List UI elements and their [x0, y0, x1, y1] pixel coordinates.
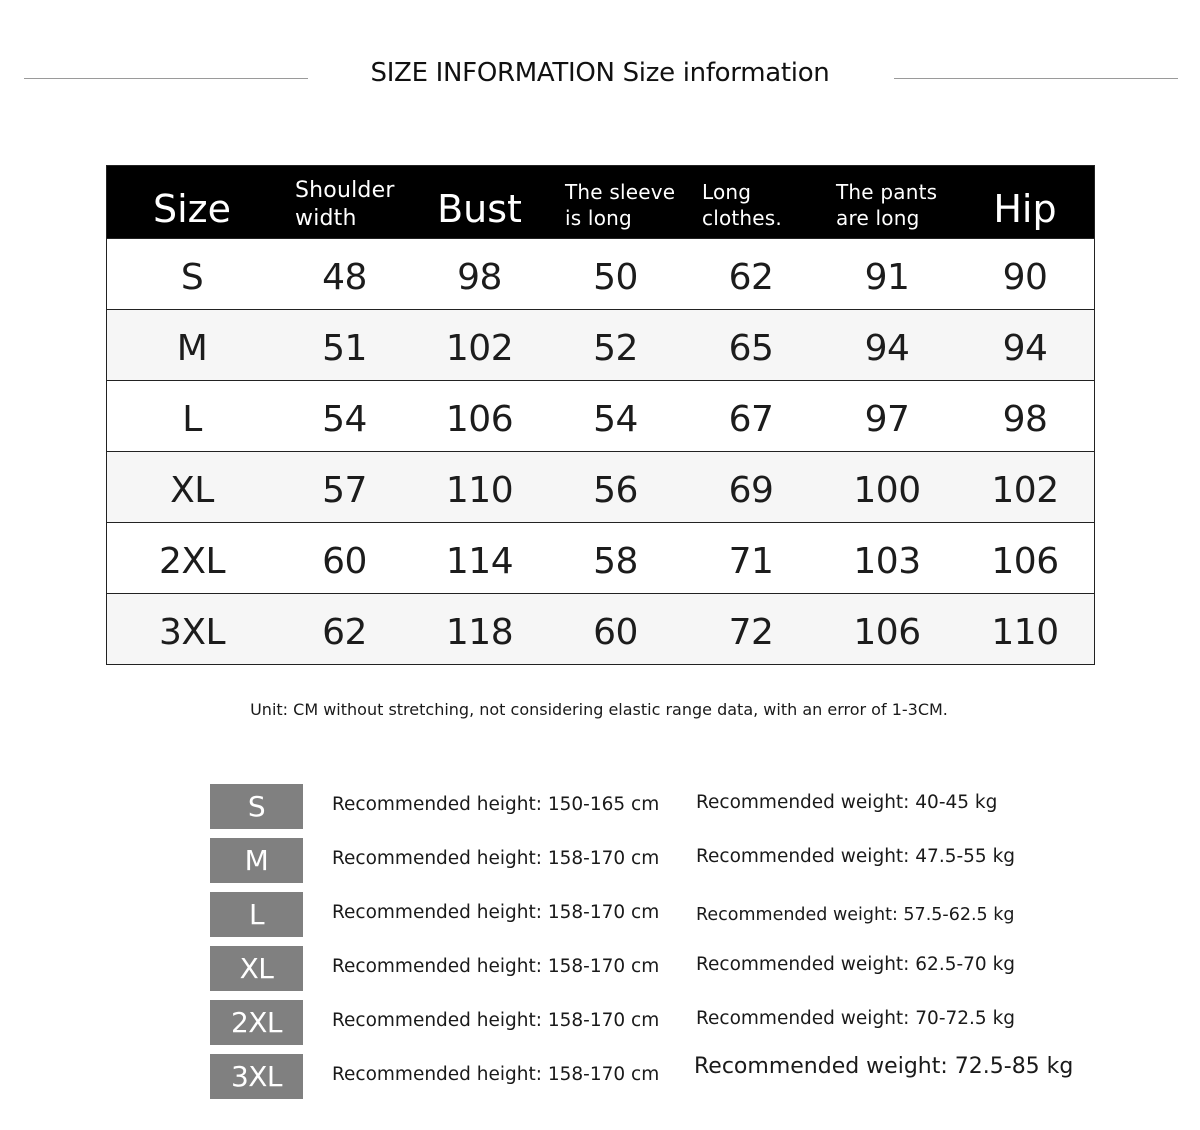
header-size — [107, 166, 277, 238]
cell-size: M — [176, 327, 208, 369]
table-row — [107, 380, 1094, 451]
cell-pants-length: 97 — [864, 398, 910, 440]
cell-sleeve-length: 52 — [593, 327, 638, 369]
cell-sleeve-length: 58 — [593, 540, 638, 582]
recommendation-row — [210, 946, 1110, 1000]
header-pants-length-line2: are long — [836, 206, 920, 230]
cell-pants-length: 100 — [853, 469, 921, 511]
title-divider-right — [894, 78, 1178, 79]
cell-clothes-length: 71 — [728, 540, 774, 582]
cell-sleeve-length: 50 — [593, 256, 638, 298]
recommendation-row — [210, 784, 1110, 838]
page-title: SIZE INFORMATION Size information — [370, 58, 830, 88]
recommendation-row — [210, 1000, 1110, 1054]
table-body — [107, 238, 1094, 664]
header-clothes-length — [684, 166, 818, 238]
recommended-height: Recommended height: 158-170 cm — [332, 956, 660, 977]
header-sleeve-length-line1: The sleeve — [565, 180, 676, 204]
cell-shoulder-width: 51 — [322, 327, 367, 369]
size-badge: XL — [210, 946, 303, 991]
cell-sleeve-length: 60 — [593, 611, 638, 653]
cell-hip: 94 — [1002, 327, 1048, 369]
recommendation-row — [210, 1054, 1110, 1108]
cell-hip: 98 — [1002, 398, 1048, 440]
size-badge: L — [210, 892, 303, 937]
cell-bust: 110 — [445, 469, 514, 511]
recommended-height: Recommended height: 158-170 cm — [332, 1010, 660, 1031]
table-row — [107, 238, 1094, 309]
table-row — [107, 522, 1094, 593]
recommended-weight: Recommended weight: 72.5-85 kg — [694, 1054, 1074, 1079]
cell-bust: 102 — [445, 327, 514, 369]
recommended-height: Recommended height: 158-170 cm — [332, 902, 660, 923]
cell-shoulder-width: 48 — [322, 256, 367, 298]
recommendation-list — [210, 784, 1110, 1108]
cell-clothes-length: 72 — [728, 611, 774, 653]
recommended-weight: Recommended weight: 57.5-62.5 kg — [696, 905, 1015, 925]
table-header-row — [107, 166, 1094, 238]
header-hip-label: Hip — [993, 187, 1057, 231]
header-clothes-length-line1: Long — [702, 180, 752, 204]
size-badge: 3XL — [210, 1054, 303, 1099]
table-row — [107, 309, 1094, 380]
cell-shoulder-width: 60 — [322, 540, 367, 582]
size-badge: 2XL — [210, 1000, 303, 1045]
cell-hip: 102 — [991, 469, 1059, 511]
cell-pants-length: 94 — [864, 327, 910, 369]
cell-size: 3XL — [158, 611, 226, 653]
cell-pants-length: 106 — [853, 611, 921, 653]
cell-shoulder-width: 57 — [322, 469, 367, 511]
cell-clothes-length: 65 — [728, 327, 774, 369]
size-badge: S — [210, 784, 303, 829]
header-pants-length-line1: The pants — [836, 180, 938, 204]
recommendation-row — [210, 838, 1110, 892]
header-bust — [412, 166, 547, 238]
header-hip — [956, 166, 1094, 238]
cell-bust: 114 — [445, 540, 514, 582]
cell-sleeve-length: 56 — [593, 469, 638, 511]
cell-clothes-length: 62 — [728, 256, 774, 298]
cell-size: XL — [170, 469, 214, 511]
header-size-label: Size — [152, 187, 231, 231]
cell-clothes-length: 69 — [728, 469, 774, 511]
recommended-height: Recommended height: 158-170 cm — [332, 1064, 660, 1085]
header-pants-length — [818, 166, 956, 238]
cell-size: S — [180, 256, 204, 298]
cell-hip: 106 — [991, 540, 1059, 582]
cell-clothes-length: 67 — [728, 398, 774, 440]
unit-note: Unit: CM without stretching, not considering elastic range data, with an error of 1-3CM. — [250, 700, 948, 719]
recommended-weight: Recommended weight: 47.5-55 kg — [696, 846, 1016, 867]
recommended-weight: Recommended weight: 70-72.5 kg — [696, 1008, 1016, 1029]
cell-bust: 118 — [445, 611, 514, 653]
cell-hip: 110 — [991, 611, 1059, 653]
title-divider-left — [24, 78, 308, 79]
header-sleeve-length — [547, 166, 684, 238]
cell-size: L — [182, 398, 202, 440]
recommended-height: Recommended height: 150-165 cm — [332, 794, 660, 815]
cell-pants-length: 91 — [864, 256, 910, 298]
cell-shoulder-width: 62 — [322, 611, 367, 653]
size-table — [106, 165, 1095, 665]
cell-sleeve-length: 54 — [593, 398, 638, 440]
cell-pants-length: 103 — [853, 540, 921, 582]
cell-hip: 90 — [1002, 256, 1048, 298]
table-row — [107, 593, 1094, 664]
cell-bust: 106 — [445, 398, 514, 440]
header-clothes-length-line2: clothes. — [702, 206, 782, 230]
size-badge: M — [210, 838, 303, 883]
header-bust-label: Bust — [437, 187, 522, 231]
recommended-weight: Recommended weight: 62.5-70 kg — [696, 954, 1016, 975]
recommended-height: Recommended height: 158-170 cm — [332, 848, 660, 869]
header-shoulder-width — [277, 166, 412, 238]
header-shoulder-width-line1: Shoulder — [295, 178, 395, 203]
cell-shoulder-width: 54 — [322, 398, 367, 440]
recommended-weight: Recommended weight: 40-45 kg — [696, 792, 998, 813]
table-row — [107, 451, 1094, 522]
recommendation-row — [210, 892, 1110, 946]
header-shoulder-width-line2: width — [295, 206, 357, 231]
cell-size: 2XL — [158, 540, 226, 582]
cell-bust: 98 — [457, 256, 502, 298]
header-sleeve-length-line2: is long — [565, 206, 632, 230]
